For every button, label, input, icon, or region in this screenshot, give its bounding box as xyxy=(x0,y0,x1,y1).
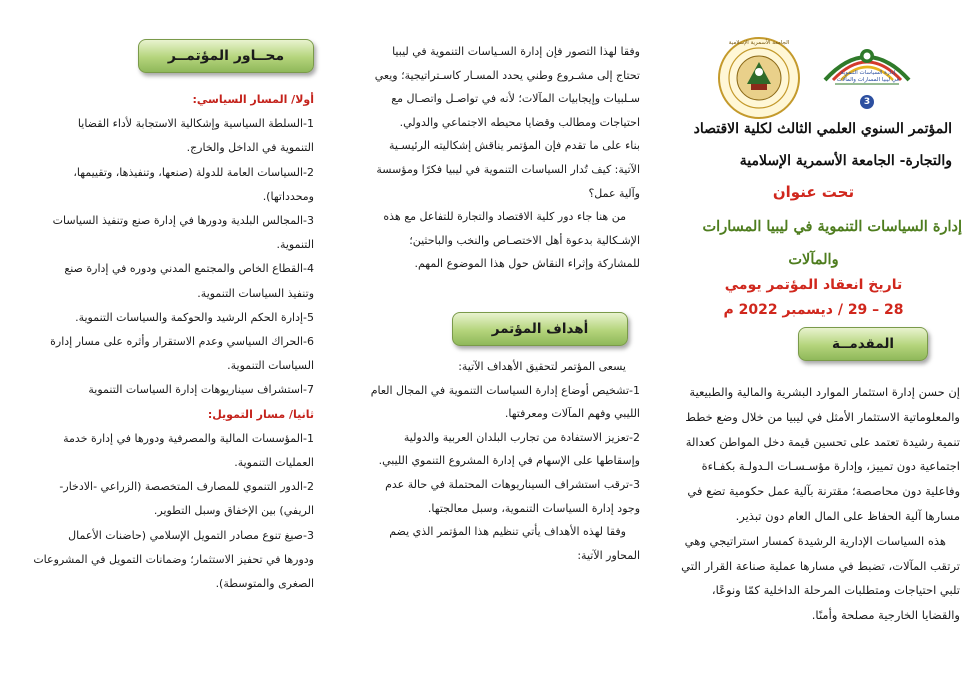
axes-line: السياسات التنموية. xyxy=(227,359,314,373)
axes-line: التنموية. xyxy=(276,238,314,252)
axes-column xyxy=(18,0,320,691)
intro-line: والمعلوماتية الاستثمار الأمثل في ليبيا من خلال وضع خطط xyxy=(685,409,960,424)
goals-line: يسعى المؤتمر لتحقيق الأهداف الآتية: xyxy=(458,360,626,373)
middle-line: سـلبيات وإيجابيات المآلات؛ لأنه في تواصـل واتصـال مع xyxy=(391,92,640,106)
goals-heading: أهداف المؤتمر xyxy=(452,312,628,346)
university-seal-icon xyxy=(717,36,801,120)
middle-line: تحتاج إلى مشـروع وطني يحدد المسـار كاسـتراتيجية؛ ويعي xyxy=(374,68,640,82)
emblem-text-2: في ليبيا المسارات والمآلات xyxy=(836,77,900,83)
axes-line: 3-صيغ تنوع مصادر التمويل الإسلامي (حاضنات الأعمال xyxy=(68,528,314,542)
middle-line: احتياجات ومطالب وقضايا محيطه الاجتماعي والدولي. xyxy=(399,115,640,129)
axes-line: التنموية في الداخل والخارج. xyxy=(186,141,314,155)
intro-line: تنمية رشيدة تعتمد على تحسين قيمة دخل المواطن كعدالة xyxy=(685,434,960,449)
axes-heading: محــاور المؤتمــر xyxy=(138,39,314,73)
intro-line: هذه السياسات الإدارية الرشيدة كمسار استراتيجي وهي xyxy=(684,533,946,548)
axes-line: الريفي) بين الإخفاق وسبل التطوير. xyxy=(153,504,314,518)
axes-text xyxy=(18,88,314,596)
axes-line: وتنفيذ السياسات التنموية. xyxy=(197,286,314,300)
dates-label: تاريخ انعقاد المؤتمر يومي xyxy=(724,277,903,293)
intro-line: اجتماعية دون تمييز، وإدارة مؤسـسـات الـدولـة بكفـاءة xyxy=(701,459,960,474)
axes-line: الصغرى والمتوسطة). xyxy=(215,577,314,591)
middle-line: من هنا جاء دور كلية الاقتصاد والتجارة للتفاعل مع هذه xyxy=(383,210,626,224)
axes-line: 4-القطاع الخاص والمجتمع المدني ودوره في إدارة صنع xyxy=(64,262,314,276)
axes-line: 1-المؤسسات المالية والمصرفية ودورها في إدارة خدمة xyxy=(63,431,314,445)
topic-title-line1: إدارة السياسات التنموية في ليبيا المسارات xyxy=(702,218,962,235)
goals-line: وجود إدارة السياسات التنموية، وسبل معالجتها. xyxy=(427,501,640,515)
goals-line: 3-ترقب استشراف السيناريوهات المحتملة في حالة عدم xyxy=(385,477,640,491)
axes-line: 7-استشراف سيناريوهات إدارة السياسات التنموية xyxy=(88,383,314,397)
emblem-number: 3 xyxy=(863,97,871,107)
axes-line: 3-المجالس البلدية ودورها في إدارة صنع وتنفيذ السياسات xyxy=(52,214,314,228)
axes-line: 2-السياسات العامة للدولة (صنعها، وتنفيذها، وتقييمها، xyxy=(73,165,314,179)
goals-text xyxy=(352,355,640,567)
intro-line: مسارها آلية الحفاظ على المال العام دون تبذير. xyxy=(735,508,960,523)
track2-title: ثانيا/ مسار التمويل: xyxy=(207,407,314,421)
conference-title-line2: والتجارة- الجامعة الأسمرية الإسلامية xyxy=(739,153,952,169)
middle-intro-text xyxy=(354,40,640,276)
track1-title: أولا/ المسار السياسي: xyxy=(192,93,314,106)
middle-line: الآتية: كيف تُدار السياسات التنموية في ليبيا فكرًا ومؤسسة xyxy=(376,162,640,176)
goals-line: وفقا لهذه الأهداف يأتي تنظيم هذا المؤتمر الذي يضم xyxy=(389,525,626,539)
middle-line: وآلية عمل؟ xyxy=(588,186,640,200)
conference-emblem-icon xyxy=(815,34,919,116)
topic-title-line2: والمآلات xyxy=(788,251,839,268)
goals-line: الليبي وفهم المآلات ومعرفتها. xyxy=(504,407,640,421)
axes-line: 6-الحراك السياسي وعدم الاستقرار وأثره على مسار إدارة xyxy=(50,335,314,349)
axes-line: 1-السلطة السياسية وإشكالية الاستجابة لأداء القضايا xyxy=(77,117,314,131)
goals-line: 1-تشخيص أوضاع إدارة السياسات التنموية في المجال العام xyxy=(370,383,640,397)
intro-line: إن حسن إدارة استثمار الموارد البشرية والمالية والطبيعية xyxy=(689,385,960,399)
axes-line: ودورها في تحفيز الاستثمار؛ وضمانات التمويل في المشروعات xyxy=(33,552,314,566)
axes-line: العمليات التنموية. xyxy=(234,456,314,470)
axes-line: 5-إدارة الحكم الرشيد والحوكمة والسياسات التنموية. xyxy=(75,310,314,324)
intro-line: وفاعلية دون محاصصة؛ مقترنة بآلية عمل حكومية تضع في xyxy=(687,484,960,499)
axes-line: ومحدداتها). xyxy=(262,189,314,203)
middle-column xyxy=(340,0,640,691)
intro-heading: المقدمــة xyxy=(798,327,928,361)
intro-line: والقضايا الخارجية مصلحة وأمنًا. xyxy=(811,608,960,623)
axes-line: 2-الدور التنموي للمصارف المتخصصة (الزراعي -الادخار- xyxy=(59,480,314,494)
goals-line: وإسقاطها على الإسهام في إدارة المشروع التنموي الليبي. xyxy=(378,454,640,468)
goals-line: المحاور الآتية: xyxy=(577,548,640,562)
middle-line: وفقا لهذا التصور فإن إدارة السـياسات التنموية في ليبيا xyxy=(392,45,640,58)
goals-line: 2-تعزيز الاستفادة من تجارب البلدان العربية والدولية xyxy=(403,430,640,444)
intro-line: تلبي احتياجات ومتطلبات المرحلة الداخلية كمّا ونوعًا، xyxy=(711,583,960,598)
conference-title-line1: المؤتمر السنوي العلمي الثالث لكلية الاقتصاد xyxy=(693,121,952,137)
intro-line: ترتقب المآلات، تضبط في مسارها عملية صناعة القرار التي xyxy=(681,558,960,573)
middle-line: بناء على ما تقدم فإن المؤتمر يناقش إشكاليته الرئيسـية xyxy=(388,139,640,153)
emblem-text-1: إدارة السياسات التنموية xyxy=(840,70,896,76)
dates-value: 28 – 29 / ديسمبر 2022 م xyxy=(723,302,904,318)
cover-column xyxy=(655,0,972,691)
intro-text xyxy=(668,380,960,628)
middle-line: للمشاركة وإثراء النقاش حول هذا الموضوع المهم. xyxy=(414,257,640,271)
under-title-label: تحت عنوان xyxy=(772,183,855,201)
middle-line: الإشـكالية بدعوة أهل الاختصـاص والنخب والباحثين؛ xyxy=(409,233,640,247)
seal-text: الجامعة الأسمرية الإسلامية xyxy=(728,40,790,46)
